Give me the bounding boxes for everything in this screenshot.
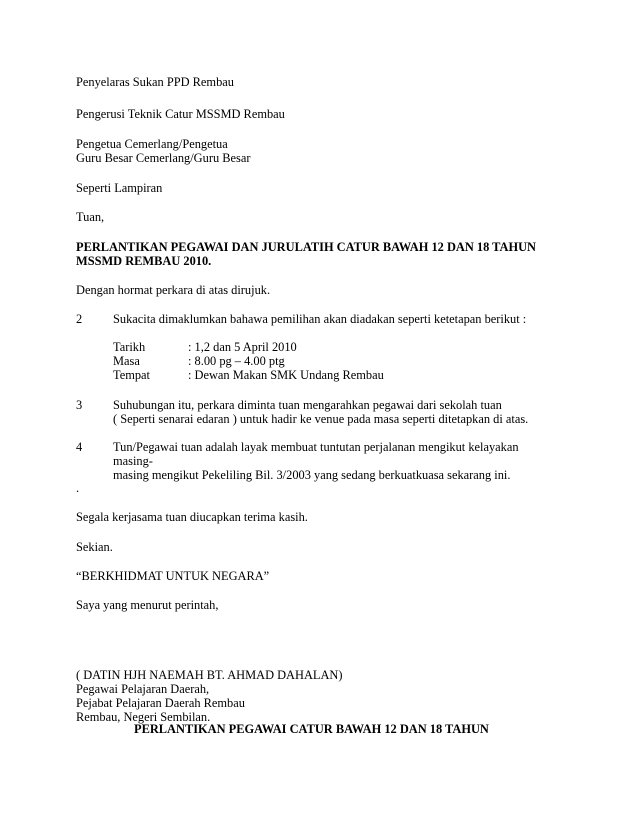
subject-line-1: PERLANTIKAN PEGAWAI DAN JURULATIH CATUR BAWAH 12 DAN 18 TAHUN <box>76 240 536 254</box>
stray-dot: . <box>76 481 80 495</box>
recipient-line: Pengetua Cemerlang/Pengetua <box>76 137 228 151</box>
paragraph-4-line-3: masing mengikut Pekeliling Bil. 3/2003 yang sedang berkuatkuasa sekarang ini. <box>113 468 511 482</box>
paragraph-4-line-2: masing- <box>113 454 153 468</box>
paragraph-4-line-1: Tun/Pegawai tuan adalah layak membuat tuntutan perjalanan mengikut kelayakan <box>113 440 519 454</box>
thanks-text: Segala kerjasama tuan diucapkan terima kasih. <box>76 510 308 524</box>
recipient-line: Seperti Lampiran <box>76 181 163 195</box>
recipient-line: Pengerusi Teknik Catur MSSMD Rembau <box>76 107 285 121</box>
salutation: Tuan, <box>76 210 105 224</box>
paragraph-3-line-1: Suhubungan itu, perkara diminta tuan mengarahkan pegawai dari sekolah tuan <box>113 398 502 412</box>
signatory-location: Rembau, Negeri Sembilan. <box>76 710 211 724</box>
signatory-title: Pegawai Pelajaran Daerah, <box>76 682 210 696</box>
closing-text: Sekian. <box>76 540 113 554</box>
paragraph-3-line-2: ( Seperti senarai edaran ) untuk hadir ke venue pada masa seperti ditetapkan di atas. <box>113 412 529 426</box>
detail-label-time: Masa <box>113 354 140 368</box>
footer-heading: PERLANTIKAN PEGAWAI CATUR BAWAH 12 DAN 18 TAHUN <box>134 722 489 736</box>
motto-text: “BERKHIDMAT UNTUK NEGARA” <box>76 569 270 583</box>
detail-value-time: : 8.00 pg – 4.00 ptg <box>188 354 285 368</box>
detail-label-venue: Tempat <box>113 368 150 382</box>
detail-value-venue: : Dewan Makan SMK Undang Rembau <box>188 368 384 382</box>
obey-text: Saya yang menurut perintah, <box>76 598 219 612</box>
signatory-office: Pejabat Pelajaran Daerah Rembau <box>76 696 245 710</box>
paragraph-2-text: Sukacita dimaklumkan bahawa pemilihan akan diadakan seperti ketetapan berikut : <box>113 312 527 326</box>
signatory-name: ( DATIN HJH NAEMAH BT. AHMAD DAHALAN) <box>76 668 343 682</box>
subject-line-2: MSSMD REMBAU 2010. <box>76 254 212 268</box>
recipient-line: Penyelaras Sukan PPD Rembau <box>76 75 234 89</box>
intro-text: Dengan hormat perkara di atas dirujuk. <box>76 283 271 297</box>
paragraph-number: 2 <box>76 312 83 326</box>
paragraph-number: 4 <box>76 440 83 454</box>
recipient-line: Guru Besar Cemerlang/Guru Besar <box>76 151 251 165</box>
detail-label-date: Tarikh <box>113 340 146 354</box>
paragraph-number: 3 <box>76 398 83 412</box>
detail-value-date: : 1,2 dan 5 April 2010 <box>188 340 297 354</box>
